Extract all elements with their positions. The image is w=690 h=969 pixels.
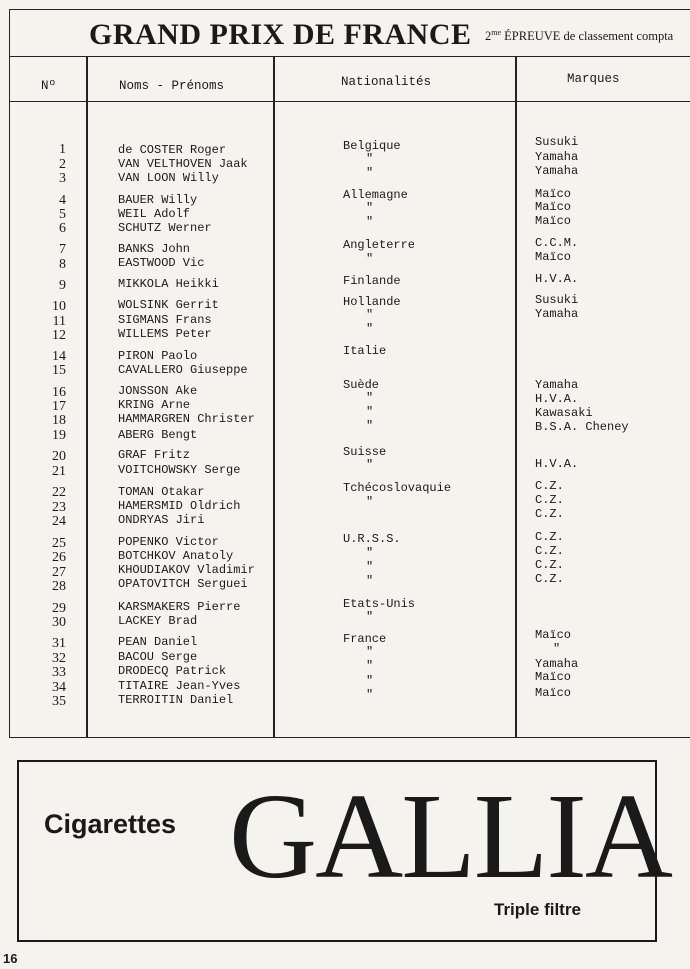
rider-name: LACKEY Brad	[118, 614, 198, 628]
rider-name: WOLSINK Gerrit	[118, 298, 219, 312]
ad-tagline: Triple filtre	[494, 900, 581, 919]
rider-brand: C.Z.	[535, 544, 564, 558]
rider-name: VOITCHOWSKY Serge	[118, 463, 241, 477]
rider-nationality: Suisse	[343, 445, 387, 459]
rider-number: 17	[52, 399, 66, 414]
rider-nationality: "	[366, 308, 374, 322]
rider-nationality: France	[343, 632, 387, 646]
rider-number: 10	[52, 299, 66, 314]
rider-number: 12	[52, 328, 66, 343]
rider-nationality: Allemagne	[343, 188, 408, 202]
rider-number: 18	[52, 413, 66, 428]
rider-brand: Yamaha	[535, 307, 579, 321]
rider-name: BOTCHKOV Anatoly	[118, 549, 234, 563]
rider-name: HAMERSMID Oldrich	[118, 499, 241, 513]
rider-number: 23	[52, 500, 66, 515]
rider-brand: B.S.A. Cheney	[535, 420, 629, 434]
rider-nationality: Italie	[343, 344, 387, 358]
rider-nationality: "	[366, 560, 374, 574]
rider-number: 24	[52, 514, 66, 529]
rider-nationality: "	[366, 201, 374, 215]
rider-brand: Maïco	[535, 628, 572, 642]
page-title: GRAND PRIX DE FRANCE	[89, 18, 472, 51]
rider-number: 8	[59, 257, 66, 272]
rider-brand: Yamaha	[535, 378, 579, 392]
rider-nationality: "	[366, 419, 374, 433]
rider-brand: Yamaha	[535, 150, 579, 164]
rider-number: 11	[52, 314, 66, 329]
rider-nationality: "	[366, 322, 374, 336]
rider-nationality: "	[366, 405, 374, 419]
rider-nationality: Hollande	[343, 295, 401, 309]
rider-nationality: "	[366, 391, 374, 405]
rider-name: KARSMAKERS Pierre	[118, 600, 241, 614]
rider-brand: H.V.A.	[535, 457, 579, 471]
rider-brand: C.Z.	[535, 493, 564, 507]
rider-name: GRAF Fritz	[118, 448, 191, 462]
page-subtitle: $2^{me}$ ÉPREUVE de classement compta	[485, 28, 674, 44]
rider-nationality: "	[366, 574, 374, 588]
rider-number: 22	[52, 485, 66, 500]
rider-name: DRODECQ Patrick	[118, 664, 227, 678]
rider-name: VAN VELTHOVEN Jaak	[118, 157, 248, 171]
gallia-advertisement	[17, 760, 671, 942]
rider-number: 16	[52, 385, 66, 400]
rider-brand: Maïco	[535, 686, 572, 700]
rider-nationality: "	[366, 674, 374, 688]
rider-brand: C.Z.	[535, 507, 564, 521]
ad-brand-logo: GALLIA	[229, 769, 671, 904]
rider-brand: Maïco	[535, 187, 572, 201]
rider-nationality: "	[366, 495, 374, 509]
rider-brand: C.Z.	[535, 530, 564, 544]
rider-number: 30	[52, 615, 66, 630]
title-row	[9, 9, 690, 57]
rider-nationality: Tchécoslovaquie	[343, 481, 452, 495]
rider-brand: C.Z.	[535, 479, 564, 493]
rider-brand: Maïco	[535, 200, 572, 214]
rider-brand: C.C.M.	[535, 236, 579, 250]
rider-number: 6	[59, 221, 66, 236]
rider-nationality: "	[366, 252, 374, 266]
rider-nationality: "	[366, 166, 374, 180]
rider-name: SCHUTZ Werner	[118, 221, 212, 235]
page-number: 16	[3, 951, 18, 966]
rider-name: HAMMARGREN Christer	[118, 412, 255, 426]
rider-nationality: Etats-Unis	[343, 597, 416, 611]
rider-name: KHOUDIAKOV Vladimir	[118, 563, 255, 577]
rider-number: 29	[52, 601, 66, 616]
rider-brand: H.V.A.	[535, 272, 579, 286]
rider-name: VAN LOON Willy	[118, 171, 219, 185]
rider-number: 4	[59, 193, 66, 208]
rider-number: 7	[59, 242, 66, 257]
rider-number: 1	[59, 142, 66, 157]
rider-nationality: "	[366, 659, 374, 673]
header-nationality: Nationalités	[341, 75, 432, 89]
rider-brand: Susuki	[535, 293, 579, 307]
rider-name: MIKKOLA Heikki	[118, 277, 219, 291]
rider-nationality: U.R.S.S.	[343, 532, 401, 546]
rider-nationality: "	[366, 152, 374, 166]
rider-nationality: "	[366, 610, 374, 624]
rider-brand: C.Z.	[535, 558, 564, 572]
rider-nationality: Finlande	[343, 274, 401, 288]
rider-number: 34	[52, 680, 66, 695]
rider-number: 21	[52, 464, 66, 479]
rider-name: SIGMANS Frans	[118, 313, 212, 327]
rider-name: ABERG Bengt	[118, 428, 198, 442]
rider-name: POPENKO Victor	[118, 535, 219, 549]
rider-number: 5	[59, 207, 66, 222]
rider-number: 26	[52, 550, 66, 565]
rider-number: 2	[59, 157, 66, 172]
rider-name: PEAN Daniel	[118, 635, 198, 649]
rider-nationality: Suède	[343, 378, 380, 392]
rider-name: TOMAN Otakar	[118, 485, 205, 499]
rider-number: 31	[52, 636, 66, 651]
header-num: Nº	[41, 79, 57, 93]
rider-brand: H.V.A.	[535, 392, 579, 406]
rider-nationality: "	[366, 645, 374, 659]
rider-name: de COSTER Roger	[118, 143, 227, 157]
rider-number: 15	[52, 363, 66, 378]
rider-nationality: "	[366, 215, 374, 229]
rider-brand: Maïco	[535, 670, 572, 684]
rider-number: 9	[59, 278, 66, 293]
rider-number: 35	[52, 694, 66, 709]
column-divider	[86, 57, 88, 738]
column-divider	[515, 57, 517, 738]
rider-name: JONSSON Ake	[118, 384, 198, 398]
column-divider	[273, 57, 275, 738]
rider-name: TITAIRE Jean-Yves	[118, 679, 241, 693]
rider-brand: Susuki	[535, 135, 579, 149]
rider-name: ONDRYAS Jiri	[118, 513, 205, 527]
rider-brand: Kawasaki	[535, 406, 593, 420]
header-brand: Marques	[567, 72, 620, 86]
rider-nationality: "	[366, 688, 374, 702]
rider-name: BANKS John	[118, 242, 191, 256]
rider-name: KRING Arne	[118, 398, 191, 412]
rider-name: PIRON Paolo	[118, 349, 198, 363]
header-name: Noms - Prénoms	[119, 79, 225, 93]
rider-brand: Maïco	[535, 214, 572, 228]
rider-nationality: Belgique	[343, 139, 401, 153]
rider-nationality: "	[366, 458, 374, 472]
rider-brand: Yamaha	[535, 657, 579, 671]
rider-name: WILLEMS Peter	[118, 327, 212, 341]
rider-brand: C.Z.	[535, 572, 564, 586]
rider-number: 27	[52, 565, 66, 580]
rider-number: 25	[52, 536, 66, 551]
rider-number: 28	[52, 579, 66, 594]
rider-number: 32	[52, 651, 66, 666]
rider-name: CAVALLERO Giuseppe	[118, 363, 248, 377]
rider-nationality: "	[366, 546, 374, 560]
ad-cigarettes-label: Cigarettes	[44, 809, 177, 839]
rider-brand: Maïco	[535, 250, 572, 264]
rider-number: 33	[52, 665, 66, 680]
rider-name: TERROITIN Daniel	[118, 693, 234, 707]
rider-number: 14	[52, 349, 66, 364]
rider-brand: Yamaha	[535, 164, 579, 178]
rider-name: OPATOVITCH Serguei	[118, 577, 248, 591]
rider-brand: "	[553, 642, 561, 656]
rider-number: 3	[59, 171, 66, 186]
rider-name: EASTWOOD Vic	[118, 256, 205, 270]
rider-number: 20	[52, 449, 66, 464]
rider-nationality: Angleterre	[343, 238, 416, 252]
rider-name: BACOU Serge	[118, 650, 198, 664]
table-frame	[9, 9, 690, 738]
rider-number: 19	[52, 428, 66, 443]
rider-name: WEIL Adolf	[118, 207, 191, 221]
rider-name: BAUER Willy	[118, 193, 198, 207]
